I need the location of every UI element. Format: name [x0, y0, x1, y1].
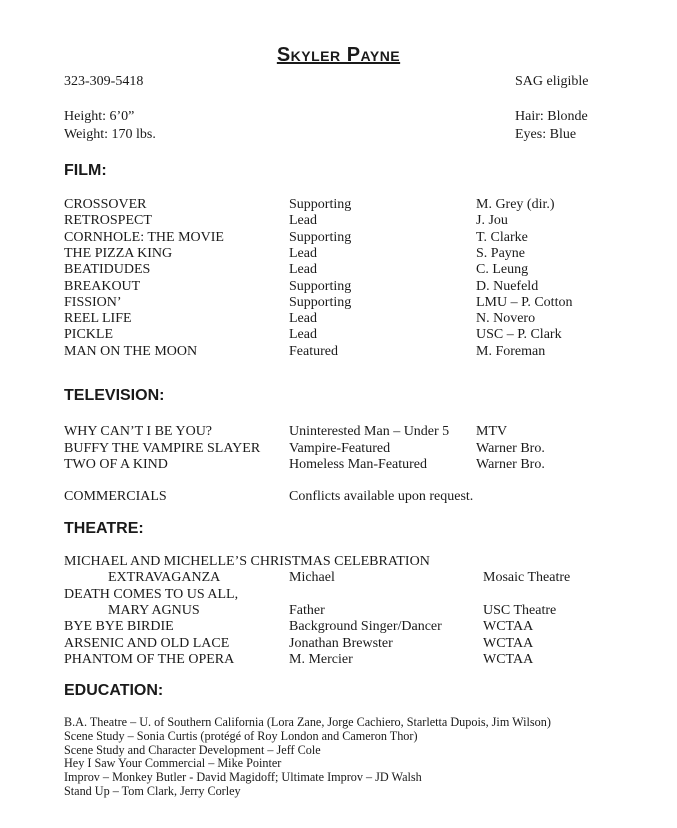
film-role: Supporting — [289, 197, 352, 212]
film-director: S. Payne — [476, 245, 525, 261]
theatre-venue: USC Theatre — [483, 602, 557, 618]
film-director: D. Nuefeld — [476, 278, 539, 294]
tv-title: WHY CAN’T I BE YOU? — [64, 424, 213, 439]
education-item: Improv – Monkey Butler - David Magidoff; Ultimate Improv – JD Walsh — [64, 770, 422, 785]
theatre-heading: THEATRE: — [64, 520, 144, 537]
hair-stat: Hair: Blonde — [515, 109, 588, 124]
theatre-title: DEATH COMES TO US ALL, — [64, 586, 239, 602]
film-title: REEL LIFE — [64, 311, 132, 327]
education-item: Stand Up – Tom Clark, Jerry Corley — [64, 784, 241, 798]
tv-role: Uninterested Man – Under 5 — [289, 424, 450, 439]
commercials-label: COMMERCIALS — [64, 489, 167, 504]
education-item: B.A. Theatre – U. of Southern California (Lora Zane, Jorge Cachiero, Starletta Dupois, Jim Wilson) — [64, 715, 551, 729]
tv-network: Warner Bro. — [476, 457, 545, 472]
film-role: Supporting — [289, 229, 352, 245]
education-item: Scene Study – Sonia Curtis (protégé of Roy London and Cameron Thor) — [64, 728, 418, 743]
theatre-title: PHANTOM OF THE OPERA — [64, 651, 235, 667]
commercials-note: Conflicts available upon request. — [289, 489, 474, 504]
film-role: Supporting — [289, 278, 352, 294]
theatre-venue: WCTAA — [483, 651, 534, 667]
education-item: Hey I Saw Your Commercial – Mike Pointer — [64, 756, 282, 771]
theatre-venue: Mosaic Theatre — [483, 570, 571, 586]
theatre-title: BYE BYE BIRDIE — [64, 619, 174, 635]
theatre-role: M. Mercier — [289, 651, 353, 667]
tv-network: MTV — [476, 424, 508, 439]
eyes-stat: Eyes: Blue — [515, 127, 577, 142]
union-status: SAG eligible — [515, 74, 589, 89]
film-role: Lead — [289, 311, 317, 327]
film-role: Lead — [289, 327, 317, 343]
film-role: Supporting — [289, 294, 352, 310]
theatre-role: Jonathan Brewster — [289, 635, 393, 651]
weight-stat: Weight: 170 lbs. — [64, 127, 156, 142]
film-director: M. Grey (dir.) — [476, 197, 555, 212]
tv-role: Vampire-Featured — [289, 440, 391, 456]
film-heading: FILM: — [64, 162, 107, 179]
film-director: T. Clarke — [476, 229, 528, 245]
film-title: FISSION’ — [64, 294, 122, 310]
theatre-role: Background Singer/Dancer — [289, 619, 442, 635]
tv-network: Warner Bro. — [476, 440, 545, 456]
television-heading: TELEVISION: — [64, 387, 165, 404]
film-role: Featured — [289, 343, 338, 359]
resume-name: Skyler Payne — [276, 44, 401, 66]
film-title: PICKLE — [64, 327, 113, 343]
film-director: USC – P. Clark — [476, 327, 562, 343]
film-title: MAN ON THE MOON — [64, 343, 198, 359]
film-title: BREAKOUT — [64, 278, 141, 294]
education-item: Scene Study and Character Development – Jeff Cole — [64, 742, 321, 757]
tv-title: BUFFY THE VAMPIRE SLAYER — [64, 440, 261, 456]
film-director: C. Leung — [476, 262, 529, 278]
film-director: N. Novero — [476, 311, 536, 327]
theatre-title: ARSENIC AND OLD LACE — [64, 635, 230, 651]
film-director: M. Foreman — [476, 343, 546, 359]
height-stat: Height: 6’0” — [64, 109, 135, 124]
theatre-role: Father — [289, 602, 325, 618]
film-title: RETROSPECT — [64, 213, 152, 229]
theatre-title: MARY AGNUS — [108, 602, 200, 618]
tv-role: Homeless Man-Featured — [289, 457, 428, 472]
film-title: BEATIDUDES — [64, 262, 151, 278]
theatre-title: EXTRAVAGANZA — [108, 570, 221, 586]
theatre-title: MICHAEL AND MICHELLE’S CHRISTMAS CELEBRATION — [64, 554, 430, 569]
tv-title: TWO OF A KIND — [64, 457, 168, 472]
film-role: Lead — [289, 213, 317, 229]
film-title: CORNHOLE: THE MOVIE — [64, 229, 224, 245]
theatre-venue: WCTAA — [483, 635, 534, 651]
theatre-role: Michael — [289, 570, 335, 586]
film-role: Lead — [289, 245, 317, 261]
education-heading: EDUCATION: — [64, 682, 164, 699]
film-director: J. Jou — [476, 213, 508, 229]
theatre-venue: WCTAA — [483, 619, 534, 635]
phone-number: 323-309-5418 — [64, 74, 144, 89]
film-title: CROSSOVER — [64, 197, 147, 212]
film-role: Lead — [289, 262, 317, 278]
film-title: THE PIZZA KING — [64, 245, 173, 261]
film-director: LMU – P. Cotton — [476, 294, 573, 310]
